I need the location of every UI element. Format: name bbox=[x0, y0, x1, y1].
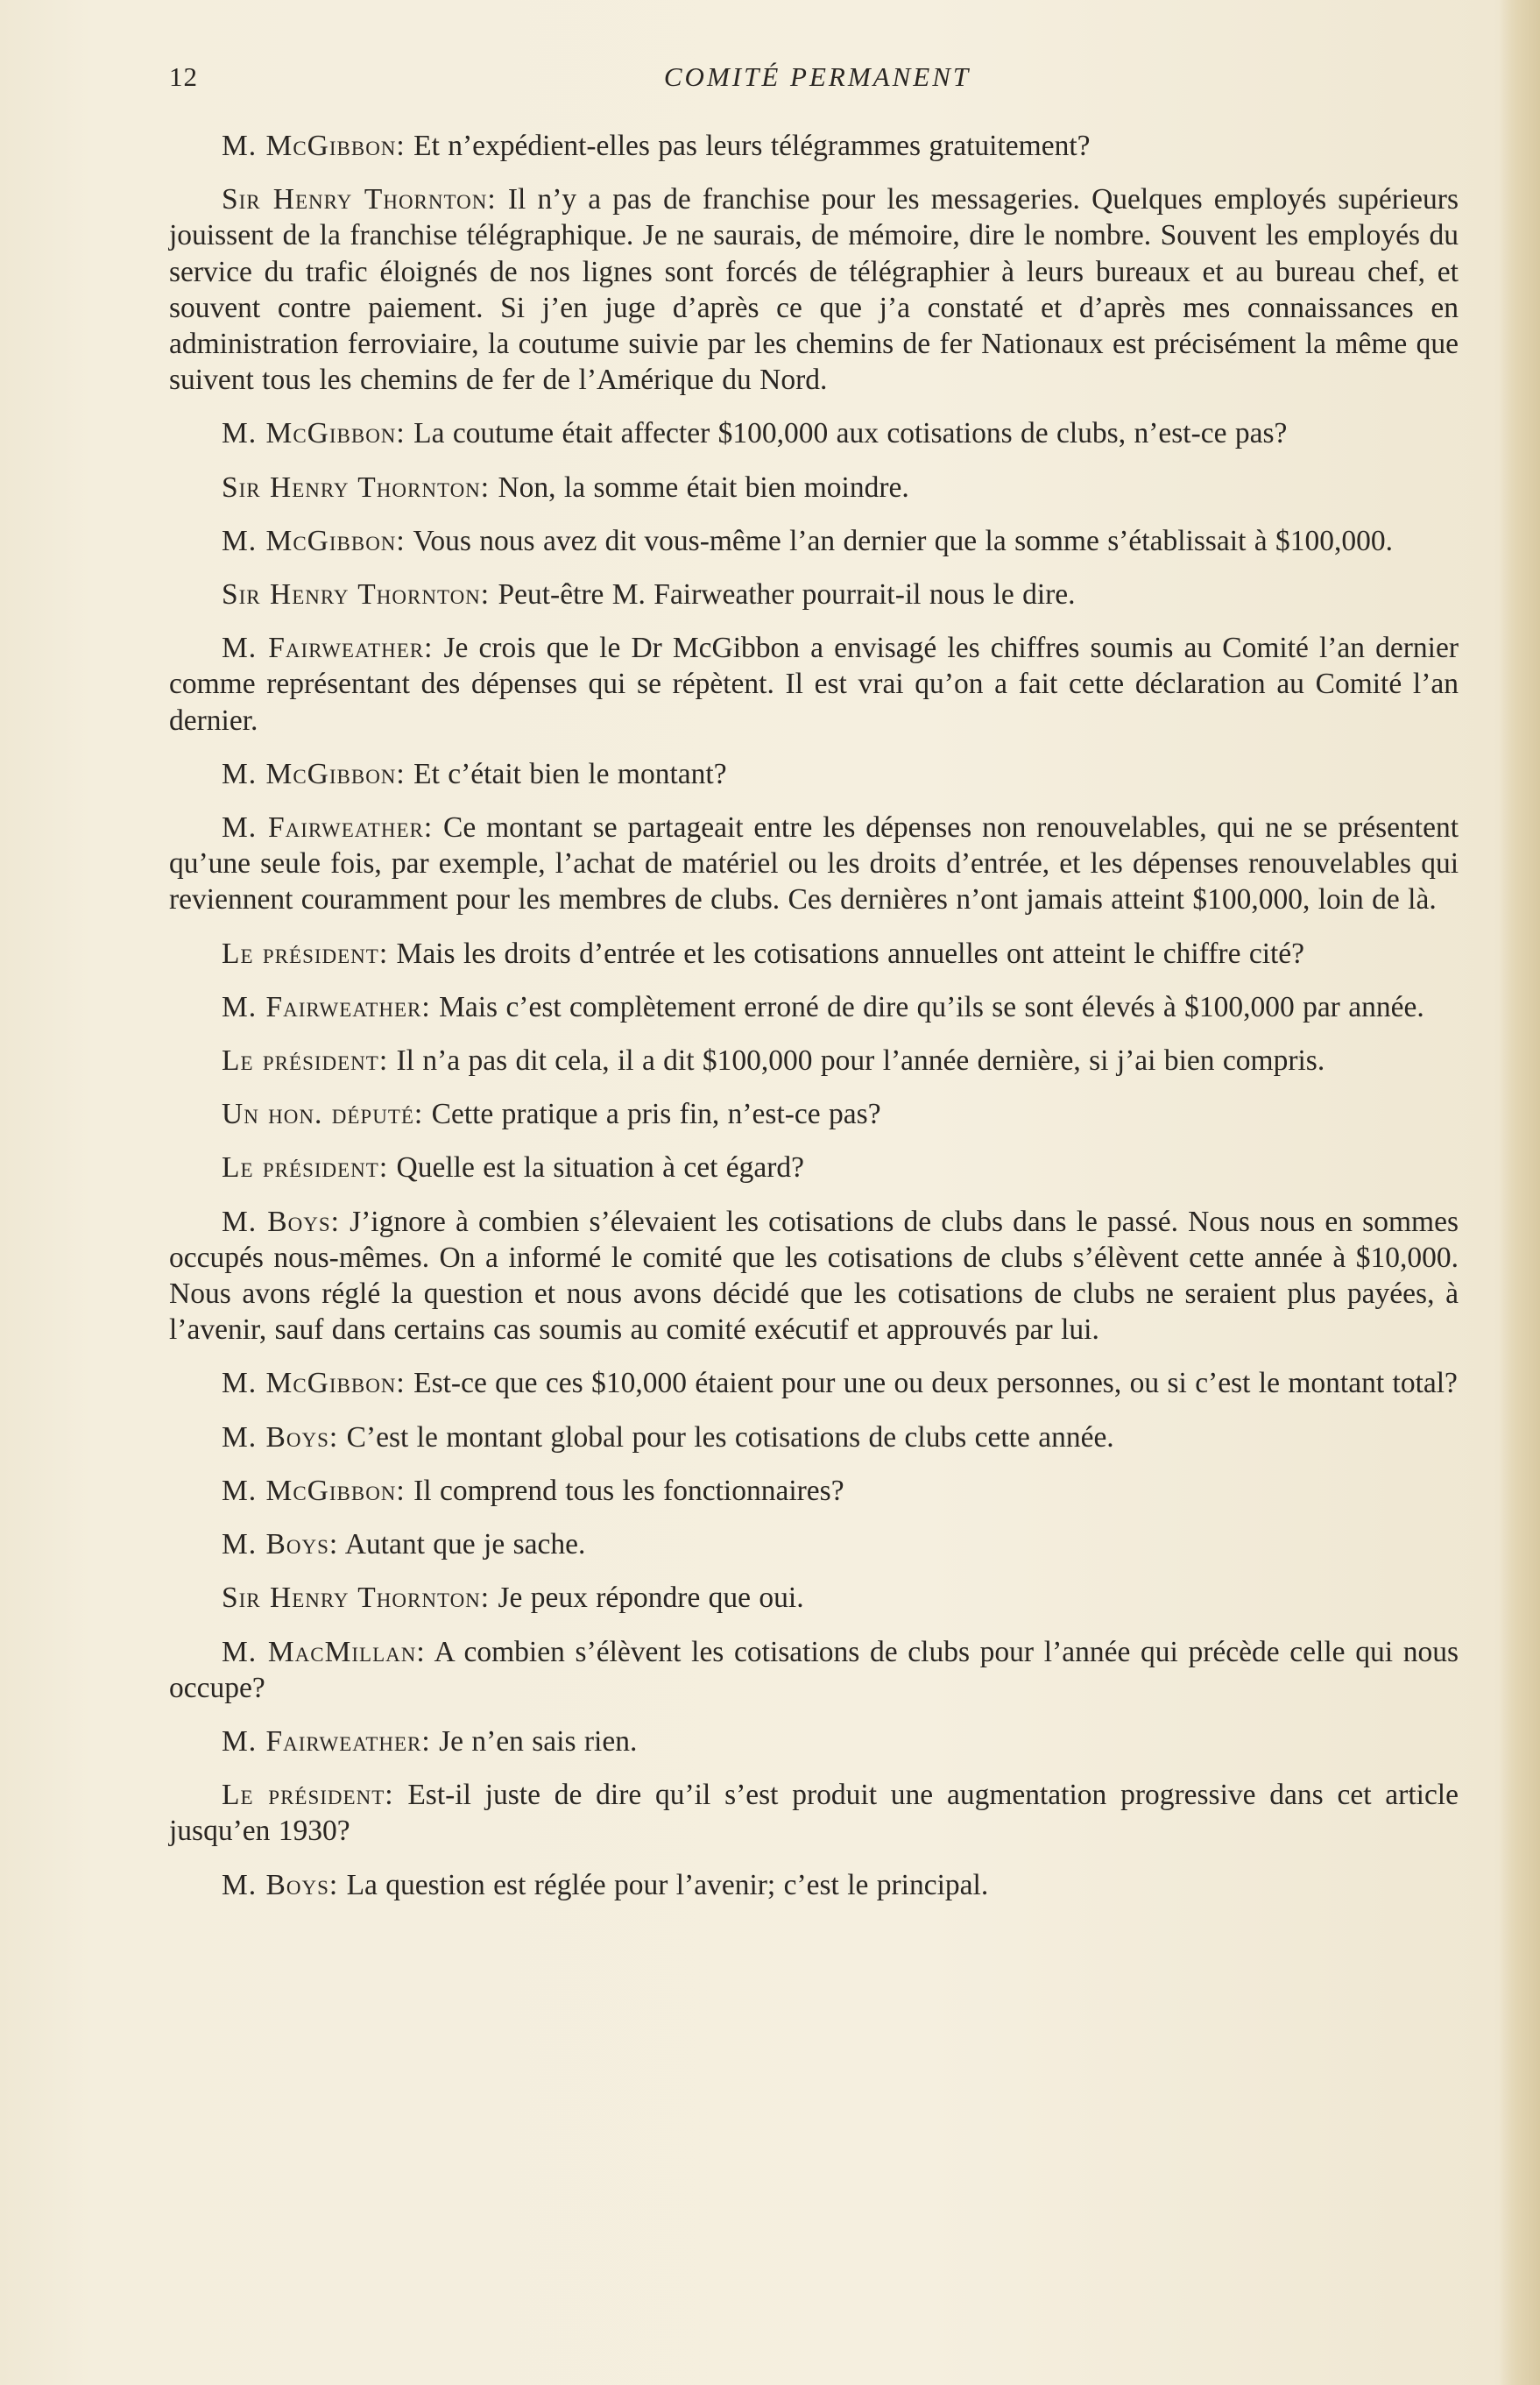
speaker-name: Sir Henry Thornton: bbox=[222, 1582, 491, 1615]
transcript-paragraph bbox=[169, 1777, 1459, 1849]
speaker-name: Sir Henry Thornton: bbox=[222, 471, 491, 504]
speech-text: Il comprend tous les fonctionnaires? bbox=[405, 1474, 844, 1507]
speech-text: C’est le montant global pour les cotisations de clubs cette année. bbox=[338, 1420, 1114, 1454]
speaker-name: Le président: bbox=[222, 1779, 394, 1812]
speaker-name: Sir Henry Thornton: bbox=[222, 183, 497, 216]
speaker-name: Le président: bbox=[222, 937, 389, 970]
transcript-paragraph bbox=[169, 989, 1459, 1025]
transcript-paragraph bbox=[169, 1043, 1459, 1079]
transcript-paragraph bbox=[169, 1867, 1459, 1903]
speech-text: Quelle est la situation à cet égard? bbox=[388, 1151, 805, 1185]
speech-text: Il n’a pas dit cela, il a dit $100,000 pour l’année dernière, si j’ai bien compris. bbox=[388, 1044, 1325, 1078]
speech-text: Est-il juste de dire qu’il s’est produit une augmentation progressive dans cet article jusqu’en 1930? bbox=[169, 1779, 1459, 1848]
running-title: COMITÉ PERMANENT bbox=[663, 61, 971, 92]
speech-text: Autant que je sache. bbox=[338, 1528, 586, 1561]
speech-text: Mais les droits d’entrée et les cotisations annuelles ont atteint le chiffre cité? bbox=[388, 937, 1305, 970]
speech-text: Et c’était bien le montant? bbox=[405, 757, 727, 790]
speaker-name: M. Fairweather: bbox=[222, 1724, 431, 1758]
speech-text: Vous nous avez dit vous-même l’an dernier que la somme s’établissait à $100,000. bbox=[405, 524, 1394, 557]
speaker-name: M. MacMillan: bbox=[222, 1635, 426, 1668]
speaker-name: M. McGibbon: bbox=[222, 1474, 406, 1507]
speaker-name: M. McGibbon: bbox=[222, 524, 406, 557]
transcript-paragraph bbox=[169, 630, 1459, 739]
transcript-paragraph bbox=[169, 1096, 1459, 1132]
transcript-paragraph bbox=[169, 181, 1459, 398]
speaker-name: Sir Henry Thornton: bbox=[222, 578, 491, 612]
page-edge-shadow bbox=[1500, 0, 1540, 2385]
transcript-paragraph bbox=[169, 470, 1459, 506]
speech-text: A combien s’élèvent les cotisations de clubs pour l’année qui précède celle qui nous occupe? bbox=[169, 1635, 1459, 1704]
speaker-name: M. McGibbon: bbox=[222, 130, 406, 162]
speech-text: Peut-être M. Fairweather pourrait-il nous le dire. bbox=[490, 578, 1076, 612]
transcript-paragraph bbox=[169, 810, 1459, 918]
speech-text: Je n’en sais rien. bbox=[430, 1724, 638, 1758]
speech-text: Non, la somme était bien moindre. bbox=[490, 471, 909, 504]
speaker-name: M. Boys: bbox=[222, 1868, 339, 1901]
speaker-name: Un hon. député: bbox=[222, 1098, 424, 1131]
speech-text: Je crois que le Dr McGibbon a envisagé les chiffres soumis au Comité l’an dernier comme représentant des dépenses qui se répètent. Il est vrai qu’on a fait cette déclaration au Comité l’an dernier. bbox=[169, 632, 1459, 737]
speaker-name: M. McGibbon: bbox=[222, 417, 406, 450]
transcript-paragraph bbox=[169, 1473, 1459, 1509]
transcript-paragraph bbox=[169, 415, 1459, 451]
transcript-paragraph bbox=[169, 1634, 1459, 1706]
speaker-name: M. Boys: bbox=[222, 1420, 339, 1454]
speech-text: Je peux répondre que oui. bbox=[490, 1582, 804, 1615]
transcript-paragraph bbox=[169, 1204, 1459, 1348]
transcript-paragraph bbox=[169, 1723, 1459, 1759]
transcript-paragraph bbox=[169, 1365, 1459, 1401]
speech-text: La coutume était affecter $100,000 aux cotisations de clubs, n’est-ce pas? bbox=[405, 417, 1288, 450]
page-header bbox=[169, 61, 1466, 103]
transcript-paragraph bbox=[169, 756, 1459, 792]
speech-text: Cette pratique a pris fin, n’est-ce pas? bbox=[423, 1098, 881, 1131]
speaker-name: M. McGibbon: bbox=[222, 1367, 406, 1400]
page-number: 12 bbox=[169, 61, 198, 92]
speech-text: Et n’expédient-elles pas leurs télégrammes gratuitement? bbox=[405, 130, 1091, 162]
transcript-paragraph bbox=[169, 128, 1459, 164]
transcript-paragraph bbox=[169, 936, 1459, 972]
transcript-paragraph bbox=[169, 1580, 1459, 1616]
speech-text: Mais c’est complètement erroné de dire qu’ils se sont élevés à $100,000 par année. bbox=[430, 990, 1424, 1023]
transcript-paragraph bbox=[169, 523, 1459, 559]
speaker-name: Le président: bbox=[222, 1151, 389, 1185]
speaker-name: M. Fairweather: bbox=[222, 811, 434, 845]
transcript-body bbox=[169, 128, 1459, 1921]
transcript-paragraph bbox=[169, 1526, 1459, 1562]
transcript-paragraph bbox=[169, 1150, 1459, 1185]
speaker-name: M. McGibbon: bbox=[222, 757, 406, 790]
speech-text: Il n’y a pas de franchise pour les messageries. Quelques employés supérieurs jouissent de la franchise télégraphique. Je ne saurais, de mémoire, dire le nombre. Souvent les employés du service du trafic éloignés de nos lignes sont forcés de télégraphier à leurs bureaux et au bureau chef, et souvent contre paiement. Si j’en juge d’après ce que j’a constaté et d’après mes connaissances en administration ferroviaire, la coutume suivie par les chemins de fer Nationaux est précisément la même que suivent tous les chemins de fer de l’Amérique du Nord. bbox=[169, 183, 1459, 397]
speaker-name: M. Fairweather: bbox=[222, 990, 431, 1023]
speech-text: La question est réglée pour l’avenir; c’est le principal. bbox=[338, 1868, 989, 1901]
speech-text: J’ignore à combien s’élevaient les cotisations de clubs dans le passé. Nous nous en sommes occupés nous-mêmes. On a informé le comité que les cotisations de clubs s’élèvent cette année à $10,000. Nous avons réglé la question et nous avons décidé que les cotisations de clubs ne seraient plus payées, à l’avenir, sauf dans certains cas soumis au comité exécutif et approuvés par lui. bbox=[169, 1205, 1459, 1347]
speaker-name: M. Boys: bbox=[222, 1528, 339, 1561]
transcript-paragraph bbox=[169, 577, 1459, 612]
speaker-name: M. Boys: bbox=[222, 1205, 340, 1238]
speaker-name: M. Fairweather: bbox=[222, 632, 434, 665]
transcript-paragraph bbox=[169, 1419, 1459, 1455]
speaker-name: Le président: bbox=[222, 1044, 389, 1078]
speech-text: Est-ce que ces $10,000 étaient pour une ou deux personnes, ou si c’est le montant total? bbox=[405, 1367, 1458, 1400]
speech-text: Ce montant se partageait entre les dépenses non renouvelables, qui ne se présentent qu’une seule fois, par exemple, l’achat de matériel ou les droits d’entrée, et les dépenses renouvelables qui reviennent couramment pour les membres de clubs. Ces dernières n’ont jamais atteint $100,000, loin de là. bbox=[169, 811, 1459, 916]
